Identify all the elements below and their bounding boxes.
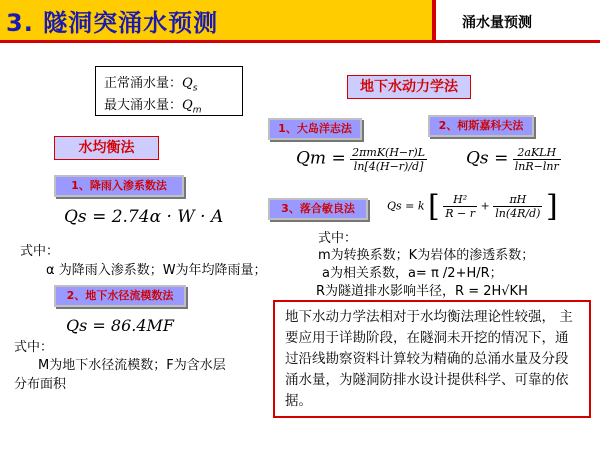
ochiai-plus: +: [480, 199, 490, 213]
kostyakov-numerator: 2aKLH: [513, 146, 561, 160]
ochiai-method: 3、落合敏良法: [268, 198, 368, 220]
formula2-variables-line2: 分布面积: [14, 377, 67, 392]
ochiai-numerator-2: πH: [493, 193, 542, 207]
formula1-where: 式中：: [20, 244, 60, 259]
kostyakov-method: 2、柯斯嘉科夫法: [428, 115, 534, 137]
header-bar: [0, 0, 600, 40]
right-bracket: ]: [545, 189, 558, 224]
groundwater-dynamics-method-title: 地下水动力学法: [347, 75, 471, 99]
summary-note: 地下水动力学法相对于水均衡法理论性较强， 主要应用于详勘阶段，在隧洞未开挖的情况下，通过沿线勘察资料计算较为精确的总涌水量及分段涌水量，为隧洞防排水设计提供科学、可靠的依据。: [273, 300, 591, 418]
page-title: 3. 隧洞突涌水预测: [6, 9, 219, 37]
ochiai-numerator-1: H²: [443, 193, 477, 207]
kostyakov-fraction: [513, 146, 561, 173]
ochiai-lhs: Qs = k: [387, 199, 425, 213]
max-flow-definition: [104, 94, 201, 116]
ochiai-denominator-2: ln(4R/d): [495, 207, 541, 220]
formula-rainfall: Qs = 2.74α · W · A: [64, 207, 224, 227]
right-variables-line1: m为转换系数；K为岩体的渗透系数；: [318, 248, 535, 263]
formula2-variables-line1: M为地下水径流模数；F为含水层: [38, 358, 226, 373]
normal-flow-definition: [104, 72, 197, 94]
kostyakov-denominator: lnR−lnr: [514, 160, 559, 173]
header-subtitle-box: [432, 0, 600, 40]
formula-kostyakov: [466, 146, 561, 173]
formula1-variables: α 为降雨入渗系数；W为年均降雨量；: [46, 263, 267, 278]
oshima-numerator: 2πmK(H−r)L: [352, 146, 426, 159]
oshima-denominator: ln[4(H−r)/d]: [353, 160, 424, 173]
kostyakov-lhs: Qs =: [466, 148, 509, 169]
ochiai-fraction-2: [493, 193, 542, 220]
rainfall-infiltration-method: 1、降雨入渗系数法: [54, 175, 184, 197]
normal-flow-label: 正常涌水量：: [104, 76, 183, 91]
formula-oshima: [296, 146, 427, 173]
normal-flow-subscript: s: [192, 83, 198, 94]
right-variables-line3: R为隧道排水影响半径，R = 2H√KH: [316, 284, 528, 299]
oshima-fraction: [350, 146, 427, 173]
formula-ochiai: [387, 189, 558, 224]
max-flow-label: 最大涌水量：: [104, 98, 183, 113]
ochiai-fraction-1: [443, 193, 477, 220]
normal-flow-symbol: Q: [182, 76, 193, 91]
left-bracket: [: [428, 189, 440, 224]
right-formula-where: 式中：: [318, 231, 358, 246]
page-subtitle: 涌水量预测: [462, 15, 532, 31]
oshima-lhs: Qm =: [296, 148, 346, 169]
oshima-method: 1、大岛洋志法: [268, 118, 362, 140]
water-balance-method-title: 水均衡法: [54, 136, 159, 160]
max-flow-subscript: m: [192, 105, 202, 116]
max-flow-symbol: Q: [182, 98, 193, 113]
groundwater-runoff-method: 2、地下水径流模数法: [54, 285, 186, 307]
formula2-where: 式中：: [14, 340, 54, 355]
definitions-box: [95, 66, 243, 116]
header-divider: [0, 40, 600, 43]
right-variables-line2: a为相关系数，a= π /2+H/R；: [322, 266, 503, 281]
ochiai-denominator-1: R − r: [445, 207, 476, 220]
formula-runoff: Qs = 86.4MF: [66, 316, 175, 335]
